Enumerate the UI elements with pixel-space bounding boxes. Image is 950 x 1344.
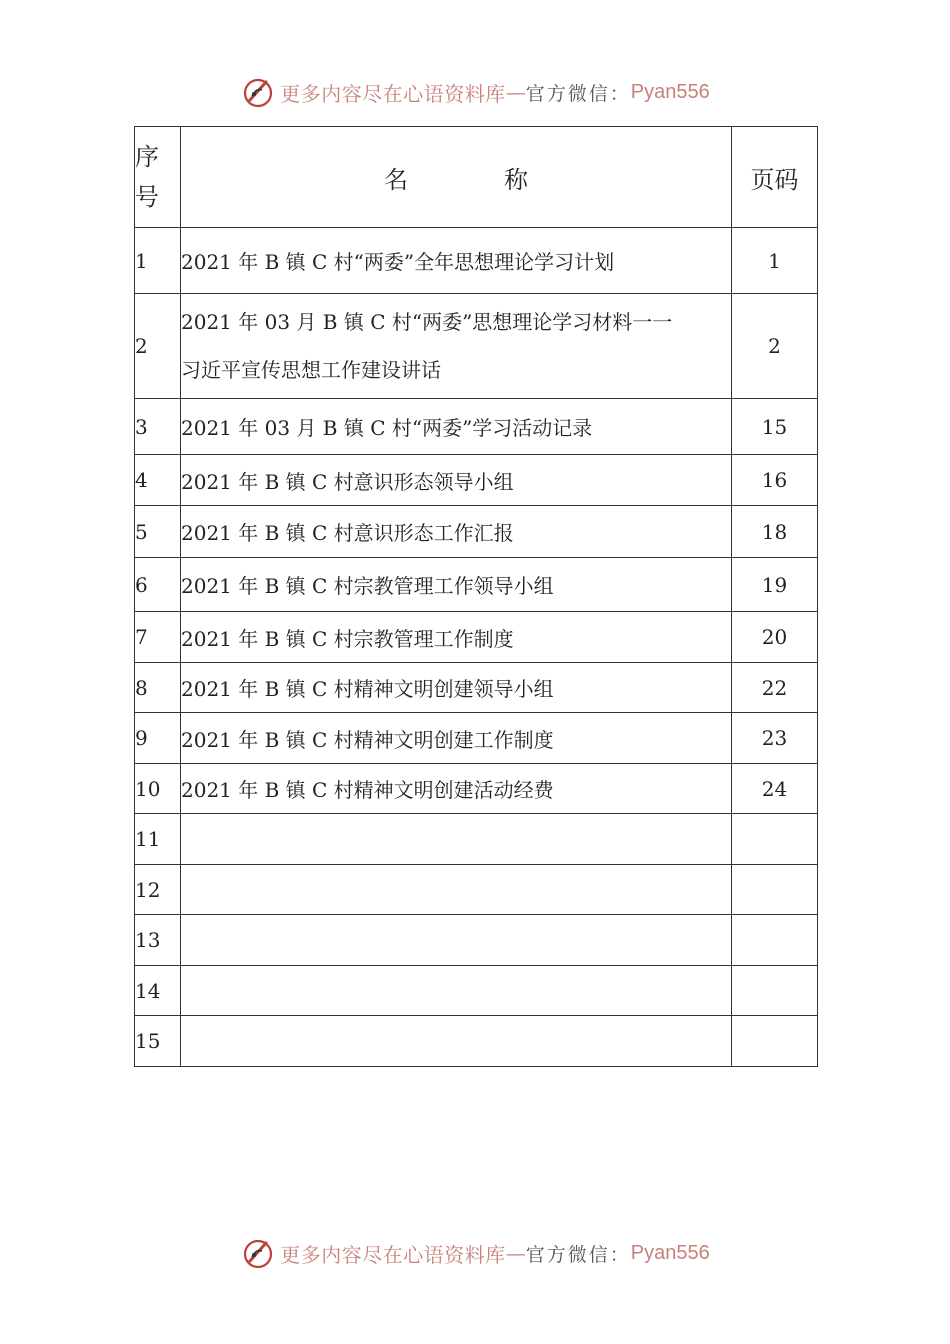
row-page: 15 xyxy=(732,399,818,455)
row-name xyxy=(181,1016,732,1067)
watermark-separator: — xyxy=(505,80,526,104)
row-page xyxy=(732,1016,818,1067)
row-index: 3 xyxy=(135,399,181,455)
row-name: 2021 年 B 镇 C 村宗教管理工作领导小组 xyxy=(181,558,732,612)
row-index: 11 xyxy=(135,814,181,865)
index-header-bottom: 号 xyxy=(135,183,159,211)
name-header-left: 名 xyxy=(384,165,408,194)
row-index: 14 xyxy=(135,966,181,1016)
watermark-text: 更多内容尽在心语资料库 xyxy=(280,1242,506,1267)
row-name: 2021 年 B 镇 C 村意识形态工作汇报 xyxy=(181,506,732,558)
table-row xyxy=(135,1016,818,1067)
table-row xyxy=(135,865,818,915)
table-row xyxy=(135,506,818,558)
pen-logo-icon xyxy=(240,74,276,110)
table-row xyxy=(135,966,818,1016)
row-index: 9 xyxy=(135,713,181,764)
table-row xyxy=(135,399,818,455)
row-page: 20 xyxy=(732,612,818,663)
watermark-id: Pyan556 xyxy=(630,80,710,103)
row-name xyxy=(181,814,732,865)
table-row xyxy=(135,915,818,966)
row-name: 2021 年 B 镇 C 村精神文明创建领导小组 xyxy=(181,663,732,713)
row-page xyxy=(732,814,818,865)
index-header-top: 序 xyxy=(135,143,159,171)
row-name-line1: 2021 年 03 月 B 镇 C 村“两委”思想理论学习材料一一 xyxy=(181,310,673,334)
row-page xyxy=(732,865,818,915)
pen-logo-icon xyxy=(240,1235,276,1271)
name-header-right: 称 xyxy=(504,165,528,194)
row-page: 22 xyxy=(732,663,818,713)
row-index: 10 xyxy=(135,764,181,814)
table-row xyxy=(135,558,818,612)
row-index: 12 xyxy=(135,865,181,915)
table-row xyxy=(135,455,818,506)
table-row xyxy=(135,764,818,814)
row-name xyxy=(181,865,732,915)
watermark-label: 官方微信： xyxy=(525,1243,631,1266)
row-index: 2 xyxy=(135,294,181,399)
row-page: 24 xyxy=(732,764,818,814)
table-row xyxy=(135,663,818,713)
row-name: 2021 年 B 镇 C 村“两委”全年思想理论学习计划 xyxy=(181,228,732,294)
row-name: 2021 年 B 镇 C 村意识形态领导小组 xyxy=(181,455,732,506)
row-name xyxy=(181,294,732,399)
row-name xyxy=(181,915,732,966)
row-index: 7 xyxy=(135,612,181,663)
watermark-text: 更多内容尽在心语资料库 xyxy=(280,81,506,106)
row-page: 2 xyxy=(732,294,818,399)
watermark-label: 官方微信： xyxy=(525,82,631,105)
row-name: 2021 年 03 月 B 镇 C 村“两委”学习活动记录 xyxy=(181,399,732,455)
watermark-id: Pyan556 xyxy=(630,1241,710,1264)
row-index: 8 xyxy=(135,663,181,713)
row-name: 2021 年 B 镇 C 村精神文明创建工作制度 xyxy=(181,713,732,764)
table-row xyxy=(135,228,818,294)
row-page: 18 xyxy=(732,506,818,558)
row-name-line2: 习近平宣传思想工作建设讲话 xyxy=(181,358,441,382)
row-page xyxy=(732,966,818,1016)
row-index: 15 xyxy=(135,1016,181,1067)
row-name: 2021 年 B 镇 C 村精神文明创建活动经费 xyxy=(181,764,732,814)
page-header: 页码 xyxy=(732,127,818,228)
table-row xyxy=(135,713,818,764)
row-index: 6 xyxy=(135,558,181,612)
header-row xyxy=(135,127,818,228)
table-row xyxy=(135,294,818,399)
table-row xyxy=(135,814,818,865)
watermark-footer xyxy=(0,1233,950,1273)
row-index: 5 xyxy=(135,506,181,558)
index-header xyxy=(135,127,181,228)
row-name xyxy=(181,966,732,1016)
table-row xyxy=(135,612,818,663)
row-page: 1 xyxy=(732,228,818,294)
row-index: 13 xyxy=(135,915,181,966)
row-name: 2021 年 B 镇 C 村宗教管理工作制度 xyxy=(181,612,732,663)
name-header xyxy=(181,127,732,228)
toc-table xyxy=(134,126,818,1067)
row-page: 23 xyxy=(732,713,818,764)
row-index: 1 xyxy=(135,228,181,294)
watermark-separator: — xyxy=(505,1241,526,1265)
row-index: 4 xyxy=(135,455,181,506)
row-page xyxy=(732,915,818,966)
watermark-header xyxy=(0,72,950,112)
row-page: 19 xyxy=(732,558,818,612)
row-page: 16 xyxy=(732,455,818,506)
